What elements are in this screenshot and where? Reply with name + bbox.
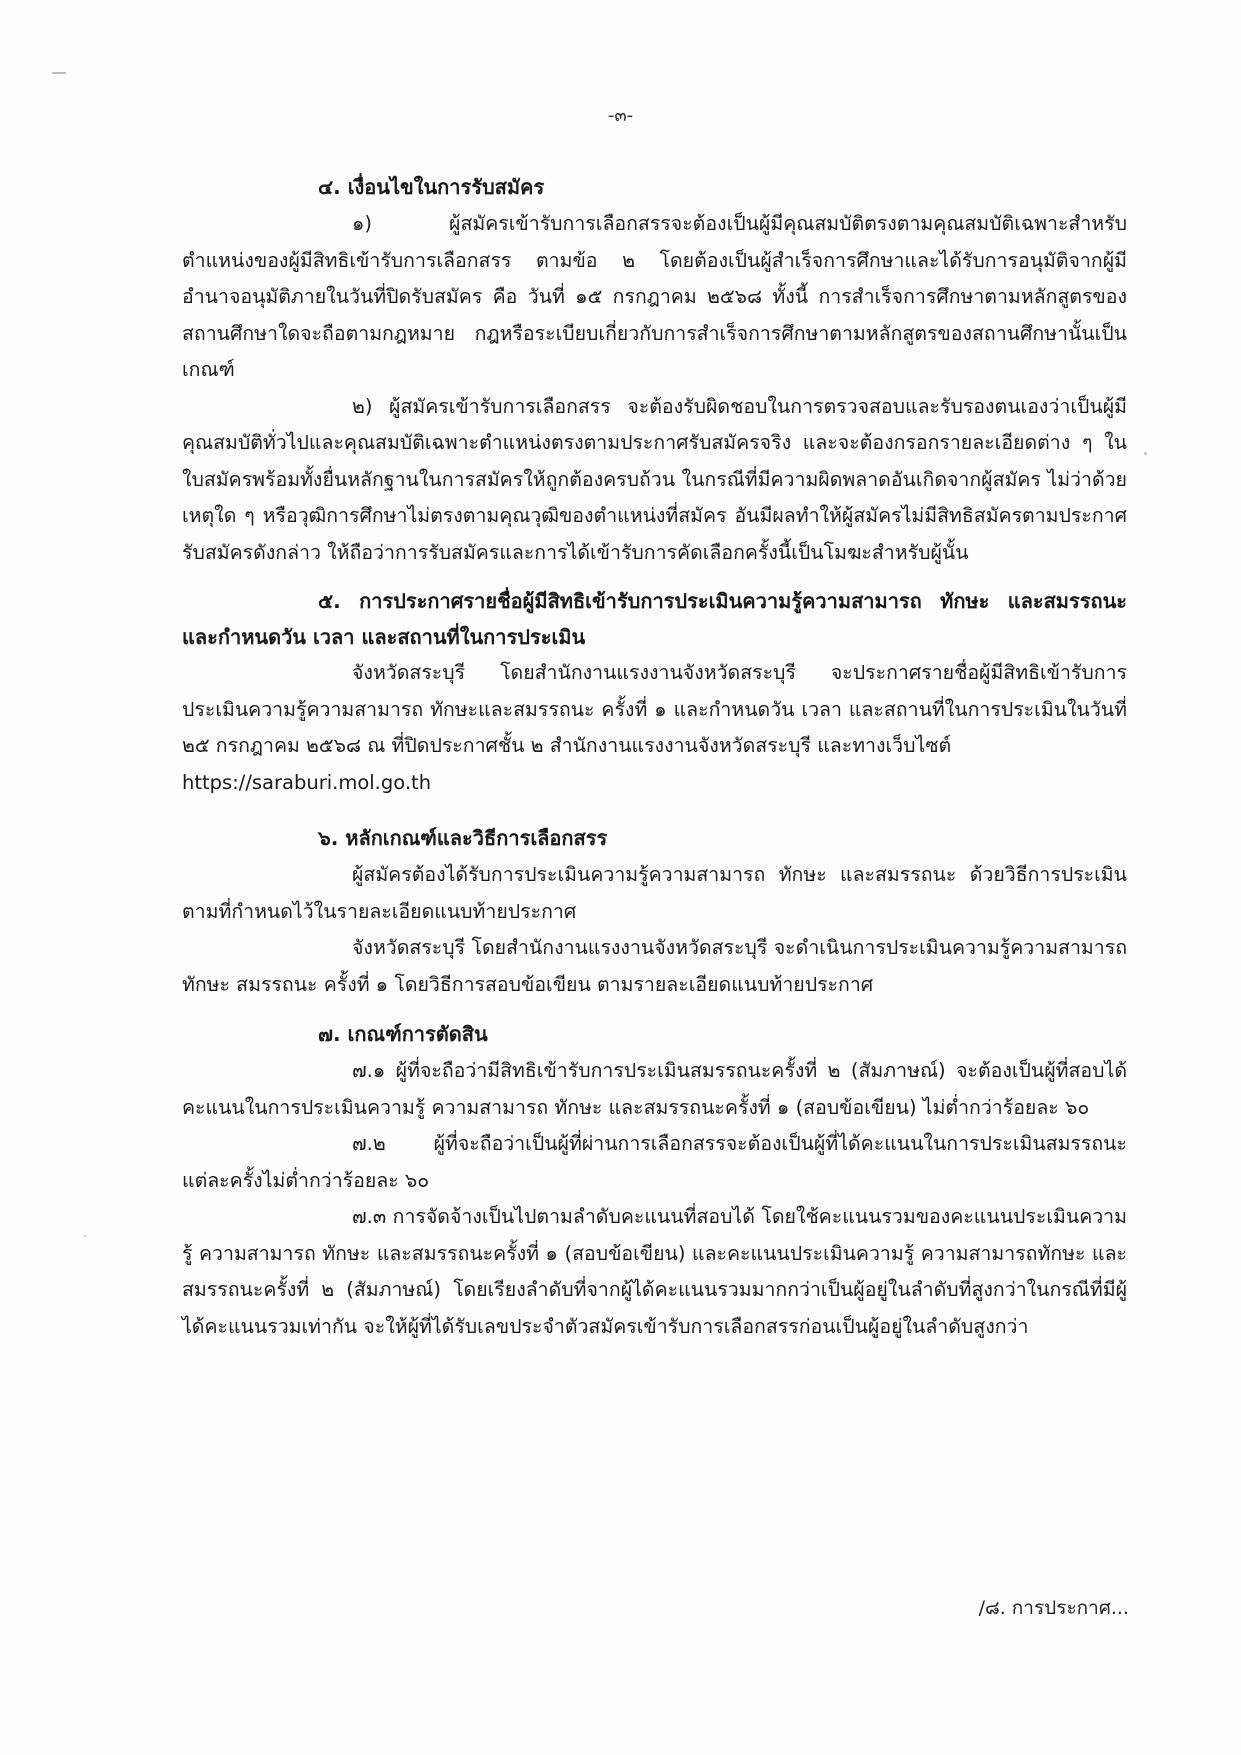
scan-speck: [1144, 452, 1147, 455]
section-6-heading: ๖. หลักเกณฑ์และวิธีการเลือกสรร: [318, 826, 608, 850]
document-body: [182, 168, 1127, 1345]
section-4-paragraph-2: ๒) ผู้สมัครเข้ารับการเลือกสรร จะต้องรับผิดชอบในการตรวจสอบและรับรองตนเองว่าเป็นผู้มีคุณสมบัติทั่วไปและคุณสมบัติเฉพาะตำแหน่งตรงตามประกาศรับสมัครจริง และจะต้องกรอกรายละเอียดต่าง ๆ ในใบสมัครพร้อมทั้งยื่นหลักฐานในการสมัครให้ถูกต้องครบถ้วน ในกรณีที่มีความผิดพลาดอันเกิดจากผู้สมัคร ไม่ว่าด้วยเหตุใด ๆ หรือวุฒิการศึกษาไม่ตรงตามคุณวุฒิของตำแหน่งที่สมัคร อันมีผลทำให้ผู้สมัครไม่มีสิทธิสมัครตามประกาศรับสมัครดังกล่าว ให้ถือว่าการรับสมัครและการได้เข้ารับการคัดเลือกครั้งนี้เป็นโมฆะสำหรับผู้นั้น: [182, 394, 1127, 564]
section-7-paragraph-1: ๗.๑ ผู้ที่จะถือว่ามีสิทธิเข้ารับการประเมินสมรรถนะครั้งที่ ๒ (สัมภาษณ์) จะต้องเป็นผู้ที่สอบได้คะแนนในการประเมินความรู้ ความสามารถ ทักษะ และสมรรถนะครั้งที่ ๑ (สอบข้อเขียน) ไม่ต่ำกว่าร้อยละ ๖๐: [182, 1059, 1127, 1119]
section-4-paragraph-1: ๑) ผู้สมัครเข้ารับการเลือกสรรจะต้องเป็นผู้มีคุณสมบัติตรงตามคุณสมบัติเฉพาะสำหรับตำแหน่งของผู้มีสิทธิเข้ารับการเลือกสรร ตามข้อ ๒ โดยต้องเป็นผู้สำเร็จการศึกษาและได้รับการอนุมัติจากผู้มีอำนาจอนุมัติภายในวันที่ปิดรับสมัคร คือ วันที่ ๑๕ กรกฎาคม ๒๕๖๘ ทั้งนี้ การสำเร็จการศึกษาตามหลักสูตรของสถานศึกษาใดจะถือตามกฎหมาย กฎหรือระเบียบเกี่ยวกับการสำเร็จการศึกษาตามหลักสูตรของสถานศึกษานั้นเป็นเกณฑ์: [182, 212, 1127, 381]
section-4-heading: ๔. เงื่อนไขในการรับสมัคร: [318, 175, 545, 199]
scan-speck: [84, 1235, 86, 1237]
section-5: [182, 583, 1127, 801]
section-7-paragraph-2: ๗.๒ ผู้ที่จะถือว่าเป็นผู้ที่ผ่านการเลือกสรรจะต้องเป็นผู้ที่ได้คะแนนในการประเมินสมรรถนะแต่ละครั้งไม่ต่ำกว่าร้อยละ ๖๐: [182, 1132, 1127, 1192]
section-7: [182, 1015, 1127, 1345]
section-6-paragraph-1: ผู้สมัครต้องได้รับการประเมินความรู้ความสามารถ ทักษะ และสมรรถนะ ด้วยวิธีการประเมินตามที่กำหนดไว้ในรายละเอียดแนบท้ายประกาศ: [182, 863, 1127, 923]
section-4: [182, 168, 1127, 571]
section-6-paragraph-2: จังหวัดสระบุรี โดยสำนักงานแรงงานจังหวัดสระบุรี จะดำเนินการประเมินความรู้ความสามารถ ทักษะ สมรรถนะ ครั้งที่ ๑ โดยวิธีการสอบข้อเขียน ตามรายละเอียดแนบท้ายประกาศ: [182, 936, 1127, 996]
section-6: [182, 819, 1127, 1003]
section-5-heading: ๕. การประกาศรายชื่อผู้มีสิทธิเข้ารับการประเมินความรู้ความสามารถ ทักษะ และสมรรถนะ และกำหนดวัน เวลา และสถานที่ในการประเมิน: [182, 589, 1127, 649]
section-7-paragraph-3: ๗.๓ การจัดจ้างเป็นไปตามลำดับคะแนนที่สอบได้ โดยใช้คะแนนรวมของคะแนนประเมินความรู้ ความสามารถ ทักษะ และสมรรถนะครั้งที่ ๑ (สอบข้อเขียน) และคะแนนประเมินความรู้ ความสามารถทักษะ และสมรรถนะครั้งที่ ๒ (สัมภาษณ์) โดยเรียงลำดับที่จากผู้ได้คะแนนรวมมากกว่าเป็นผู้อยู่ในลำดับที่สูงกว่าในกรณีที่มีผู้ได้คะแนนรวมเท่ากัน จะให้ผู้ที่ได้รับเลขประจำตัวสมัครเข้ารับการเลือกสรรก่อนเป็นผู้อยู่ในลำดับสูงกว่า: [182, 1205, 1127, 1338]
scan-speck: [52, 72, 66, 74]
section-7-heading: ๗. เกณฑ์การตัดสิน: [318, 1022, 488, 1046]
website-url: https://saraburi.mol.go.th: [182, 770, 432, 794]
page-number: -๓-: [607, 105, 634, 126]
section-5-paragraph-1: จังหวัดสระบุรี โดยสำนักงานแรงงานจังหวัดสระบุรี จะประกาศรายชื่อผู้มีสิทธิเข้ารับการประเมินความรู้ความสามารถ ทักษะและสมรรถนะ ครั้งที่ ๑ และกำหนดวัน เวลา และสถานที่ในการประเมินในวันที่ ๒๕ กรกฎาคม ๒๕๖๘ ณ ที่ปิดประกาศชั้น ๒ สำนักงานแรงงานจังหวัดสระบุรี และทางเว็บไซต์: [182, 661, 1127, 757]
continuation-reference: /๘. การประกาศ...: [978, 1597, 1129, 1619]
